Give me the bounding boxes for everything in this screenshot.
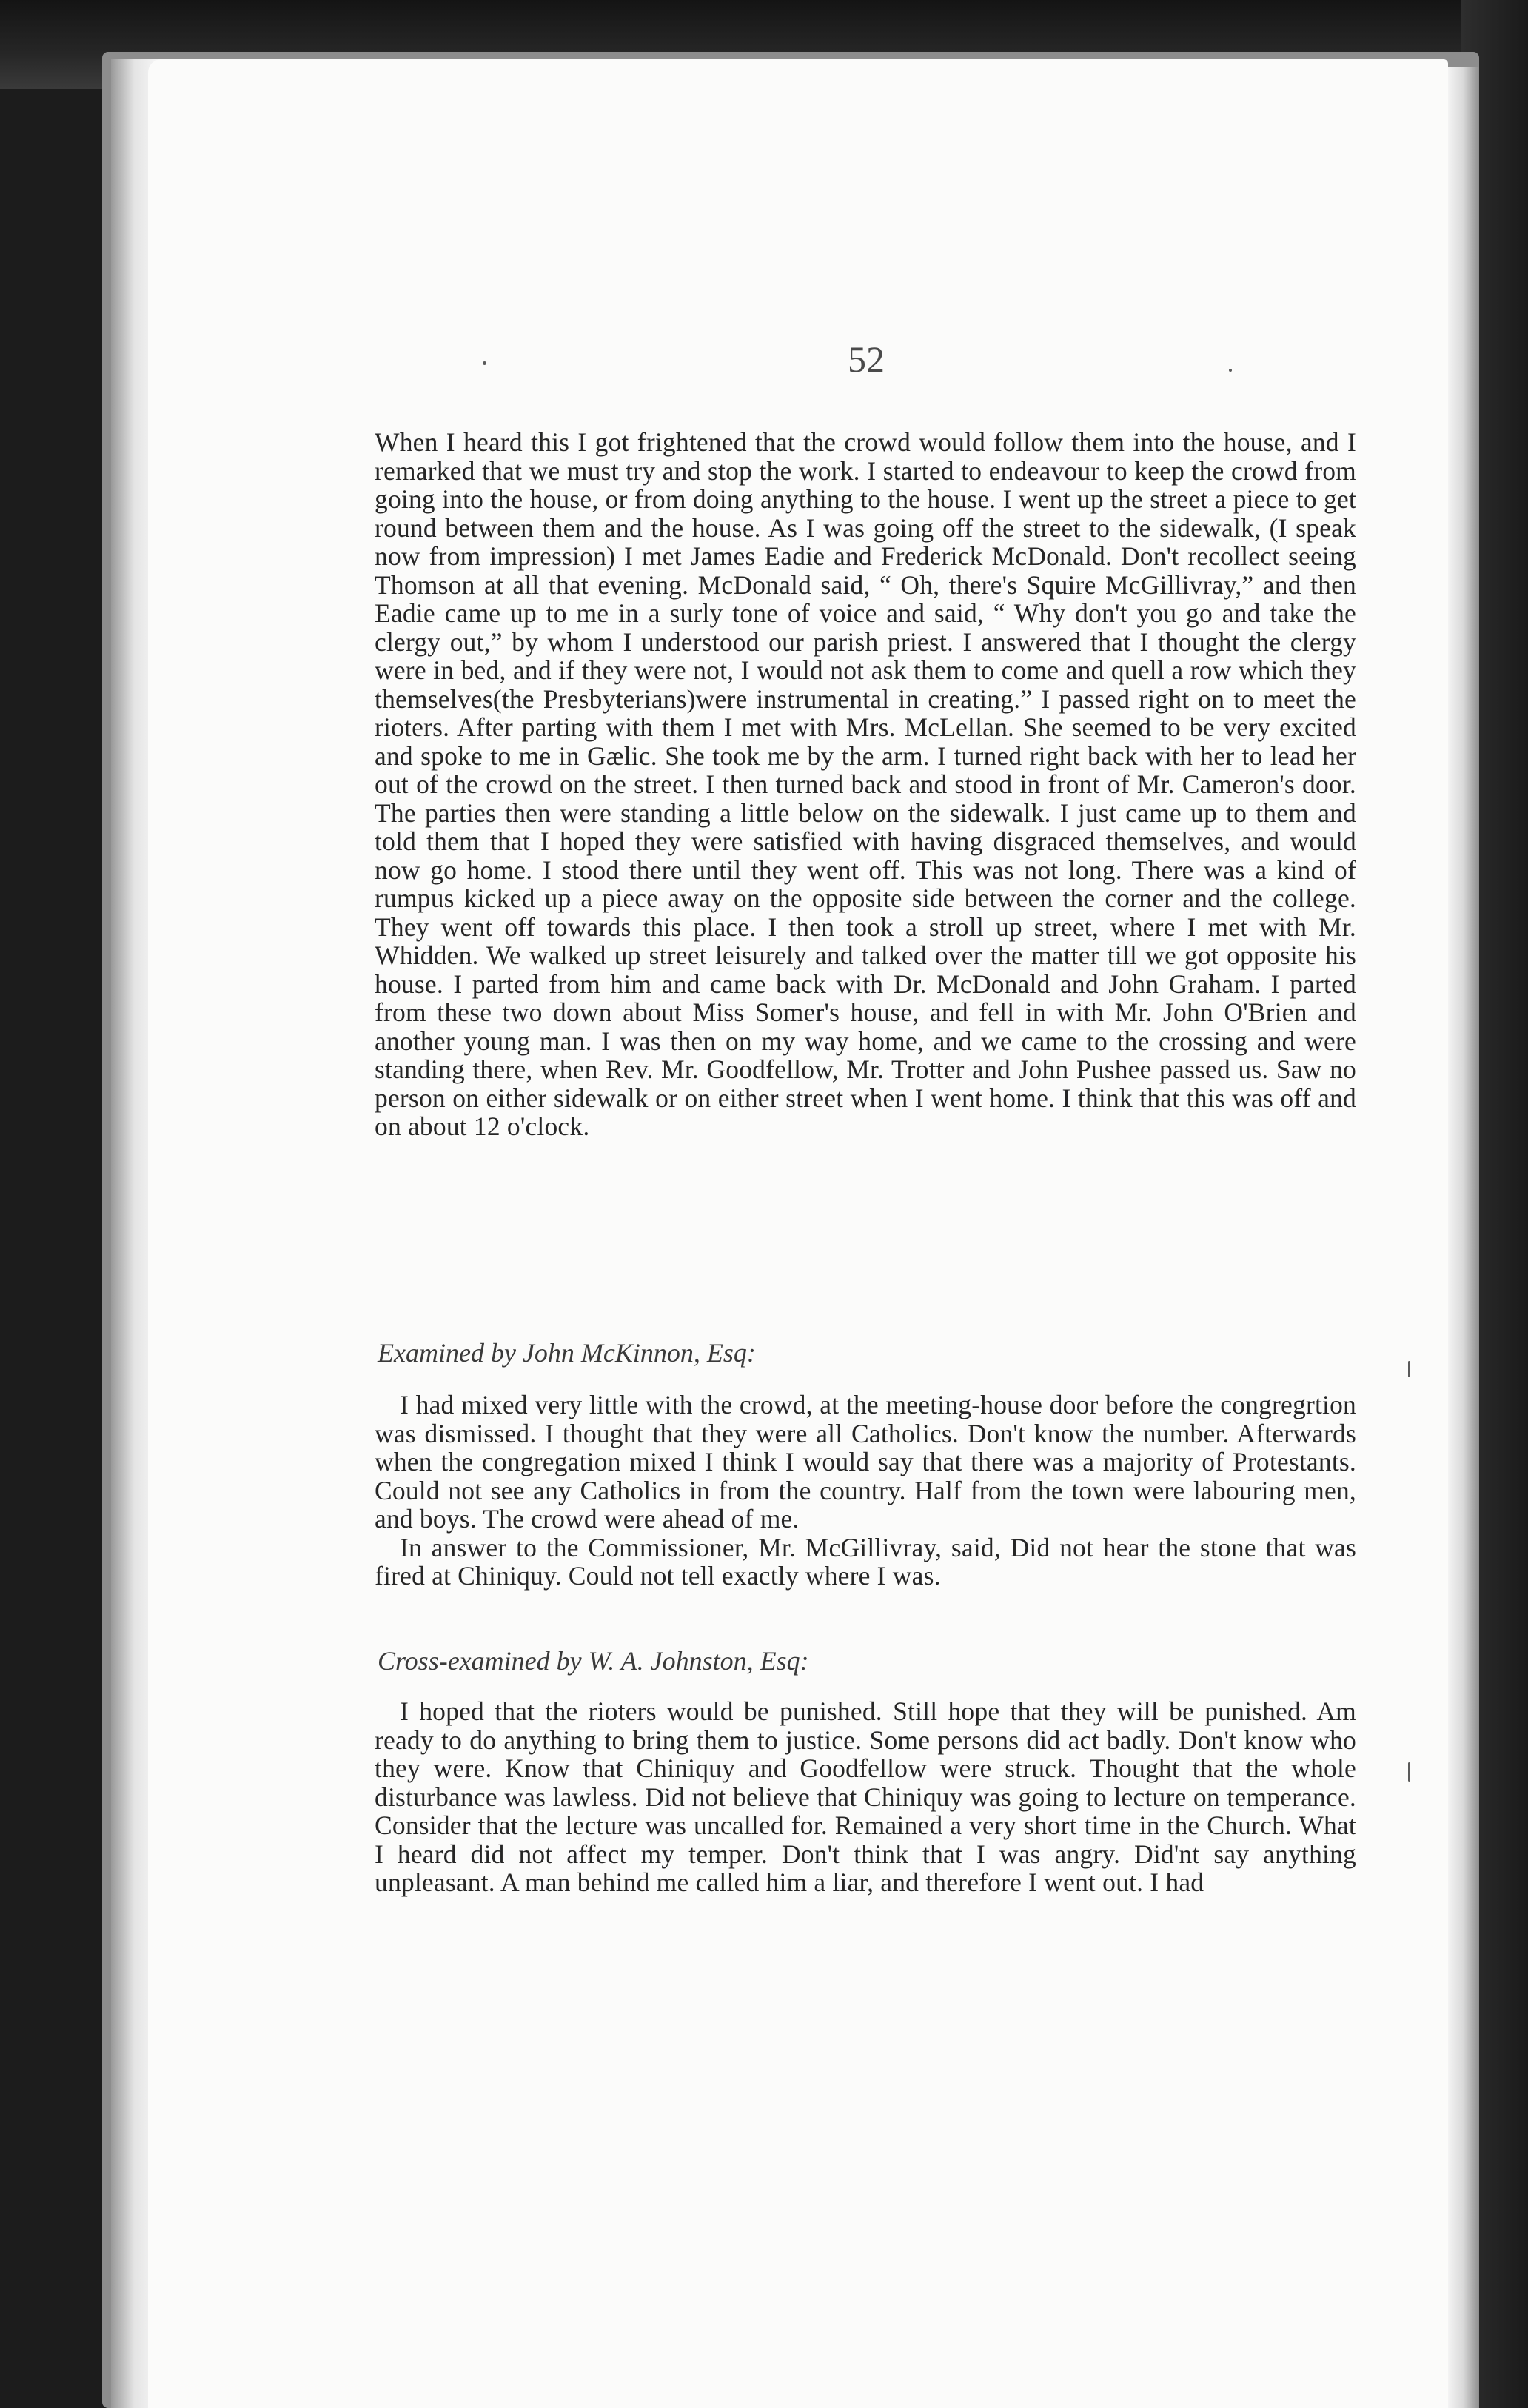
testimony-paragraph: When I heard this I got frightened that the crowd would follow them into the house, and I remarked that we must try and stop the work. I started to endeavour to keep the crowd from going into the house, or from doing anything to the house. I went up the street a piece to get round between them and the house. As I was going off the street to the sidewalk, (I speak now from impression) I met James Eadie and Frederick McDonald. Don't recollect seeing Thomson at all that evening. McDonald said, “ Oh, there's Squire McGillivray,” and then Eadie came up to me in a surly tone of voice and said, “ Why don't you go and take the clergy out,” by whom I understood our parish priest. I answered that I thought the clergy were in bed, and if they were not, I would not ask them to come and quell a row which they themselves(the Presbyterians)were instrumental in creating.” I passed right on to meet the rioters. After parting with them I met with Mrs. McLellan. She seemed to be very excited and spoke to me in Gælic. She took me by the arm. I turned right back with her to lead her out of the crowd on the street. I then turned back and stood in front of Mr. Cameron's door. The parties then were standing a little below on the sidewalk. I just came up to them and told them that I hoped they were satisfied with having disgraced themselves, and would now go home. I stood there until they went off. This was not long. There was a kind of rumpus kicked up a piece away on the opposite side between the corner and the college. They went off towards this place. I then took a stroll up street, where I met with Mr. Whidden. We walked up street leisurely and talked over the matter till we got opposite his house. I parted from him and came back with Dr. McDonald and John Graham. I parted from these two down about Miss Somer's house, and fell in with Mr. John O'Brien and another young man. I was then on my way home, and we came to the crossing and were standing there, when Rev. Mr. Goodfellow, Mr. Trotter and John Pushee passed us. Saw no person on either sidewalk or on either street when I went home. I think that this was off and on about 12 o'clock. <box>375 427 1356 1141</box>
scan-speck <box>1408 1361 1410 1377</box>
document-page <box>148 59 1448 2408</box>
cross-examination-block <box>375 1697 1356 1897</box>
testimony-block-main <box>375 428 1356 1141</box>
cross-examination-paragraph: I hoped that the rioters would be punished. Still hope that they will be punished. Am ready to do anything to bring them to justice. Some persons did act badly. Don't know who they were. Know that Chiniquy and Goodfellow were struck. Thought that the whole disturbance was lawless. Did not believe that Chiniquy was going to lecture on temperance. Consider that the lecture was uncalled for. Remained a very short time in the Church. What I heard did not affect my temper. Don't think that I was angry. Did'nt say anything unpleasant. A man behind me called him a liar, and therefore I went out. I had <box>375 1696 1356 1897</box>
scan-speck <box>483 361 486 365</box>
cross-examination-heading: Cross-examined by W. A. Johnston, Esq: <box>378 1646 809 1676</box>
scan-speck <box>1229 369 1232 372</box>
examination-block <box>375 1391 1356 1591</box>
commissioner-answer-paragraph: In answer to the Commissioner, Mr. McGillivray, said, Did not hear the stone that was fired at Chiniquy. Could not tell exactly where I was. <box>375 1532 1356 1591</box>
page-right-edge <box>1444 67 1479 2408</box>
examination-heading: Examined by John McKinnon, Esq: <box>378 1338 756 1368</box>
scan-speck <box>1408 1762 1410 1782</box>
page-number: 52 <box>848 338 885 380</box>
examination-paragraph: I had mixed very little with the crowd, at the meeting-house door before the congregrtion was dismissed. I thought that they were all Catholics. Don't know the number. Afterwards when the congregation mixed I think I would say that there was a majority of Protestants. Could not see any Catholics in from the country. Half from the town were labouring men, and boys. The crowd were ahead of me. <box>375 1390 1356 1534</box>
